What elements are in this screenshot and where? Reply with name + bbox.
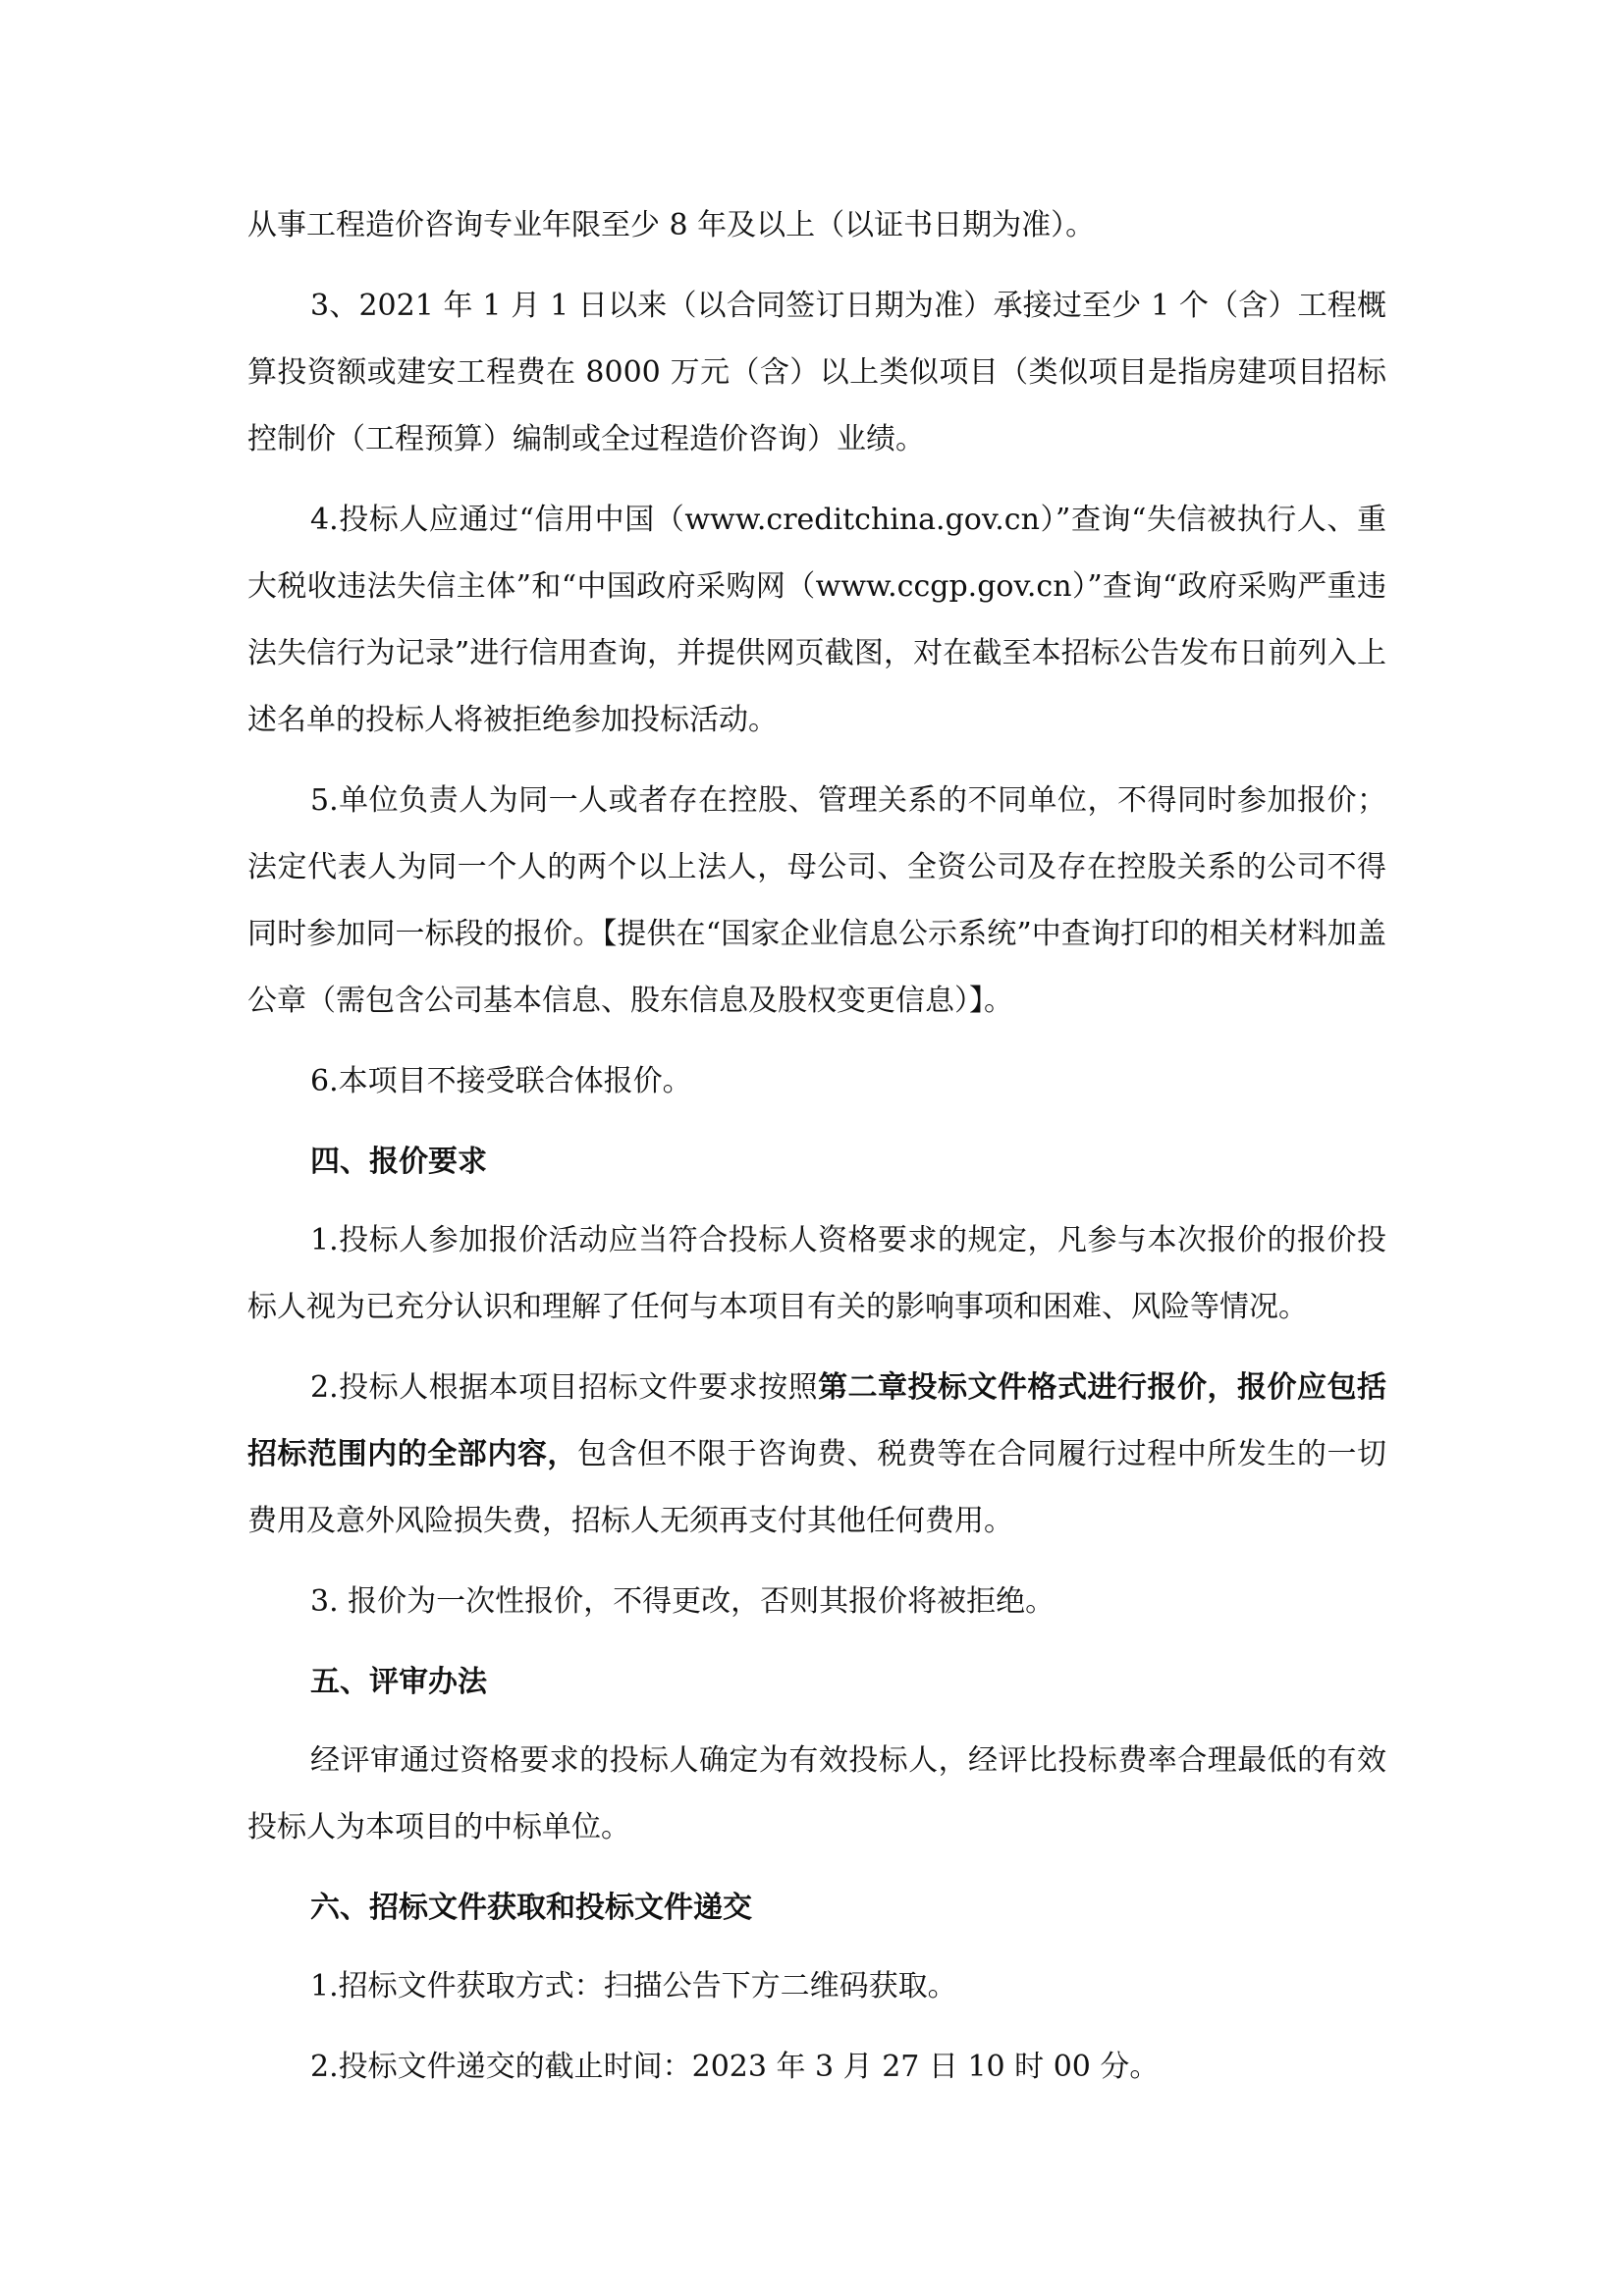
- section-5-paragraph-1: 经评审通过资格要求的投标人确定为有效投标人，经评比投标费率合理最低的有效投标人为本项目的中标单位。: [247, 1743, 1386, 1844]
- section-4-paragraph-2: [247, 1355, 1386, 1555]
- section-heading-4: 四、报价要求: [310, 1145, 487, 1179]
- paragraph-6: 6.本项目不接受联合体报价。: [310, 1064, 692, 1098]
- section-heading-5: 五、评审办法: [310, 1665, 487, 1699]
- section-4-paragraph-2-rest: 包含但不限于咨询费、税费等在合同履行过程中所发生的一切费用及意外风险损失费，招标人无须再支付其他任何费用。: [247, 1437, 1387, 1538]
- section-4-paragraph-1: 1.投标人参加报价活动应当符合投标人资格要求的规定，凡参与本次报价的报价投标人视为已充分认识和理解了任何与本项目有关的影响事项和困难、风险等情况。: [247, 1223, 1386, 1324]
- section-4-paragraph-2-emphasis: 第二章投标文件格式进行报价，报价应包括招标范围内的全部内容，: [247, 1370, 1386, 1471]
- section-6-paragraph-2: 2.投标文件递交的截止时间：2023 年 3 月 27 日 10 时 00 分。: [310, 2050, 1160, 2084]
- document-page: [247, 192, 1386, 2114]
- paragraph-3: 3、2021 年 1 月 1 日以来（以合同签订日期为准）承接过至少 1 个（含）工程概算投资额或建安工程费在 8000 万元（含）以上类似项目（类似项目是指房建项目招标控制价（工程预算）编制或全过程造价咨询）业绩。: [247, 289, 1386, 456]
- paragraph-continuation: 从事工程造价咨询专业年限至少 8 年及以上（以证书日期为准）。: [247, 208, 1096, 242]
- paragraph-5: 5.单位负责人为同一人或者存在控股、管理关系的不同单位，不得同时参加报价；法定代表人为同一个人的两个以上法人，母公司、全资公司及存在控股关系的公司不得同时参加同一标段的报价。【提供在“国家企业信息公示系统”中查询打印的相关材料加盖公章（需包含公司基本信息、股东信息及股权变更信息）】。: [247, 783, 1386, 1018]
- section-4-paragraph-3: 3. 报价为一次性报价，不得更改，否则其报价将被拒绝。: [310, 1584, 1056, 1619]
- section-4-paragraph-2-lead: 2.投标人根据本项目招标文件要求按照: [310, 1370, 819, 1405]
- section-heading-6: 六、招标文件获取和投标文件递交: [310, 1891, 752, 1925]
- section-6-paragraph-1: 1.招标文件获取方式：扫描公告下方二维码获取。: [310, 1969, 957, 2003]
- paragraph-4: 4.投标人应通过“信用中国（www.creditchina.gov.cn）”查询“失信被执行人、重大税收违法失信主体”和“中国政府采购网（www.ccgp.gov.cn）”查询“政府采购严重违法失信行为记录”进行信用查询，并提供网页截图，对在截至本招标公告发布日前列入上述名单的投标人将被拒绝参加投标活动。: [247, 503, 1386, 737]
